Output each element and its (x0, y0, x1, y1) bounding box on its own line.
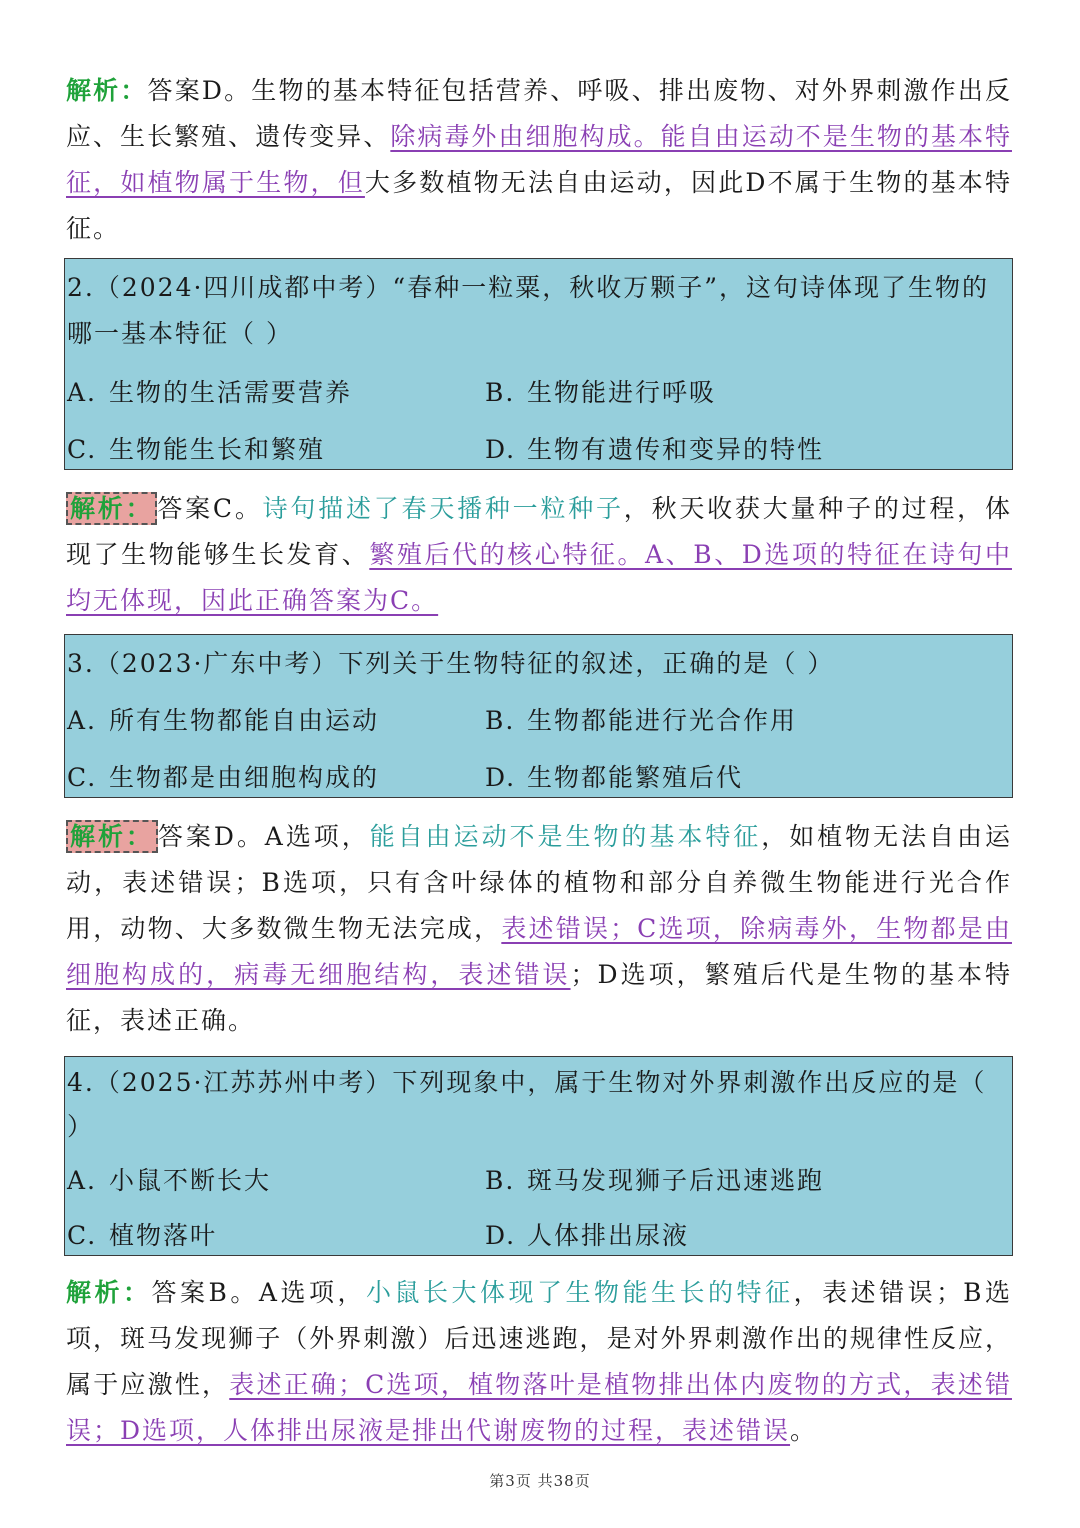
analysis-label: 解析： (66, 1278, 152, 1307)
option-key: C. (67, 763, 98, 792)
option-d (485, 761, 743, 795)
analysis-text: ，如植物无法自由运动，表述错误；B选项，只有含叶绿体的植物和部分自养微生物能进行光合作用，动物、大多数微生物无法完成， (66, 822, 1012, 943)
option-key: C. (67, 1221, 98, 1250)
option-key: D. (485, 435, 517, 464)
option-text: 小鼠不断长大 (109, 1166, 272, 1195)
option-a (67, 1164, 271, 1198)
page-footer: 第3页 共38页 (489, 1472, 591, 1490)
analysis-text: ，秋天收获大量种子的过程，体现了生物能够生长发育、 (66, 494, 1012, 569)
question-4-box (64, 1056, 1013, 1256)
option-text: 生物都能进行光合作用 (527, 706, 798, 735)
highlight-underline: 繁殖后代的核心特征。A、B、D选项的特征在诗句中均无体现，因此正确答案为C。 (66, 540, 1012, 615)
option-text: 生物的生活需要营养 (109, 378, 353, 407)
option-a (67, 704, 379, 738)
analysis-text: 大多数植物无法自由运动，因此D不属于生物的基本特征。 (66, 168, 1012, 243)
analysis-1 (66, 68, 1012, 252)
highlight-teal: 小鼠长大体现了生物能生长的特征 (365, 1278, 794, 1307)
option-text: 植物落叶 (109, 1221, 218, 1250)
question-stem: 3.（2023·广东中考）下列关于生物特征的叙述，正确的是（ ） (67, 649, 835, 678)
highlight-teal: 诗句描述了春天播种一粒种子 (262, 494, 624, 523)
question-stem: 2.（2024·四川成都中考）“春种一粒粟，秋收万颗子”，这句诗体现了生物的哪一基本特征（ ） (67, 273, 989, 348)
option-c (67, 761, 379, 795)
option-b (485, 704, 797, 738)
option-key: D. (485, 1221, 517, 1250)
option-key: A. (67, 1166, 98, 1195)
analysis-label: 解析： (66, 820, 158, 853)
analysis-3 (66, 814, 1012, 1044)
option-key: A. (67, 378, 98, 407)
analysis-text: 。 (790, 1416, 818, 1445)
option-text: 生物能进行呼吸 (527, 378, 717, 407)
option-text: 生物都能繁殖后代 (527, 763, 744, 792)
analysis-label: 解析： (66, 76, 148, 105)
option-text: 生物有遗传和变异的特性 (527, 435, 825, 464)
option-c (67, 433, 325, 467)
analysis-label: 解析： (66, 492, 157, 525)
analysis-text: ；D选项，繁殖后代是生物的基本特征，表述正确。 (66, 960, 1012, 1035)
question-3-box (64, 634, 1013, 798)
option-b (485, 376, 716, 410)
option-text: 斑马发现狮子后迅速逃跑 (527, 1166, 825, 1195)
question-stem: 4.（2025·江苏苏州中考）下列现象中，属于生物对外界刺激作出反应的是（ ） (67, 1068, 987, 1141)
analysis-4 (66, 1270, 1012, 1454)
option-text: 生物都是由细胞构成的 (109, 763, 380, 792)
option-key: B. (485, 1166, 516, 1195)
analysis-text: 答案D。A选项， (157, 822, 370, 851)
option-text: 人体排出尿液 (527, 1221, 690, 1250)
option-key: D. (485, 763, 517, 792)
option-key: A. (67, 706, 98, 735)
option-b (485, 1164, 824, 1198)
analysis-text: 答案D。生物的基本特征包括营养、呼吸、排出废物、对外界刺激作出反应、生长繁殖、遗传变异、 (66, 76, 1012, 151)
option-a (67, 376, 352, 410)
highlight-teal: 能自由运动不是生物的基本特征 (369, 822, 762, 851)
option-key: B. (485, 378, 516, 407)
analysis-text: 答案C。 (157, 494, 263, 523)
highlight-underline: 除病毒外由细胞构成。能自由运动不是生物的基本特征，如植物属于生物，但 (66, 122, 1012, 197)
highlight-underline: 表述错误；C选项，除病毒外，生物都是由细胞构成的，病毒无细胞结构，表述错误 (66, 914, 1012, 989)
highlight-underline: 表述正确；C选项，植物落叶是植物排出体内废物的方式，表述错误；D选项，人体排出尿液是排出代谢废物的过程，表述错误 (66, 1370, 1012, 1445)
option-d (485, 1219, 689, 1253)
analysis-text: 答案B。A选项， (151, 1278, 366, 1307)
option-key: C. (67, 435, 98, 464)
option-key: B. (485, 706, 516, 735)
analysis-2 (66, 486, 1012, 624)
question-2-box (64, 258, 1013, 470)
option-d (485, 433, 824, 467)
option-c (67, 1219, 217, 1253)
analysis-text: ，表述错误；B选项，斑马发现狮子（外界刺激）后迅速逃跑，是对外界刺激作出的规律性反应，属于应激性， (66, 1278, 1012, 1399)
option-text: 生物能生长和繁殖 (109, 435, 326, 464)
option-text: 所有生物都能自由运动 (109, 706, 380, 735)
